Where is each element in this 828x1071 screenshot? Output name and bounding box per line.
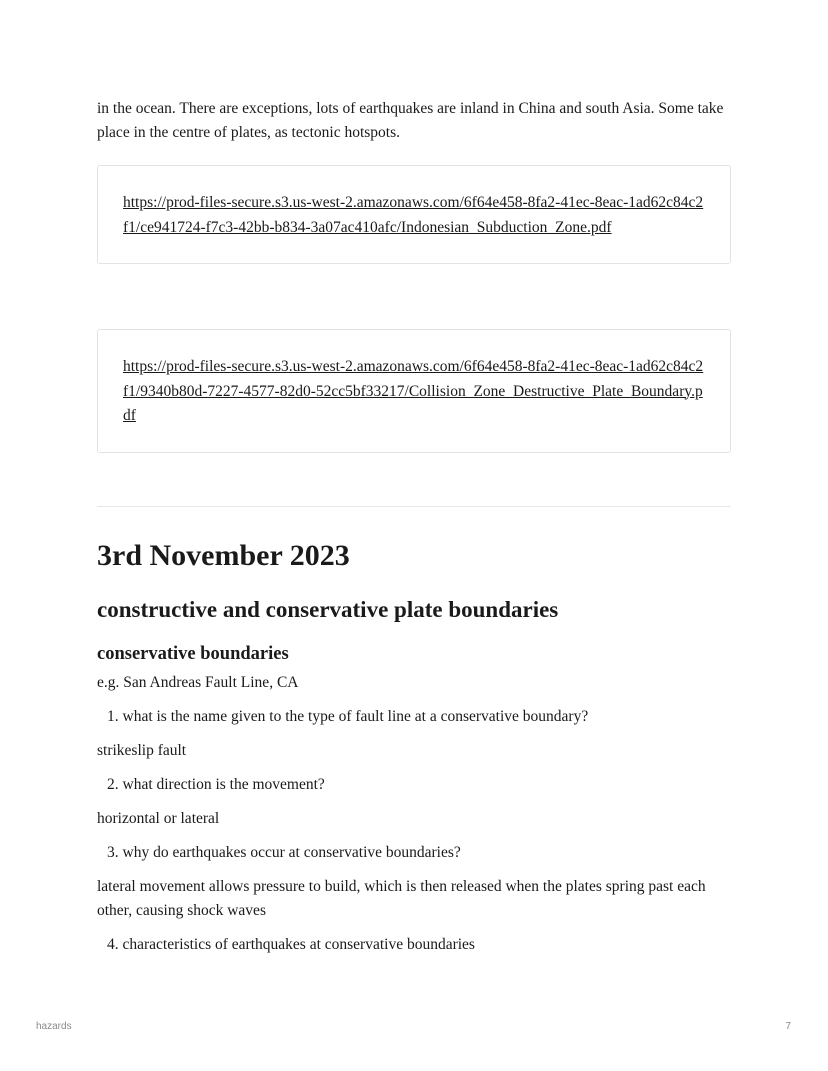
file-embed-indonesian[interactable] xyxy=(97,165,731,264)
file-link[interactable]: https://prod-files-secure.s3.us-west-2.amazonaws.com/6f64e458-8fa2-41ec-8eac-1ad62c84c2f1/9340b80d-7227-4577-82d0-52cc5bf33217/Collision_Zone_Destructive_Plate_Boundary.pdf xyxy=(123,358,704,424)
date-heading: 3rd November 2023 xyxy=(97,539,350,572)
subheading: conservative boundaries xyxy=(97,644,289,664)
file-link[interactable]: https://prod-files-secure.s3.us-west-2.amazonaws.com/6f64e458-8fa2-41ec-8eac-1ad62c84c2f1/ce941724-f7c3-42bb-b834-3a07ac410afc/Indonesian_Subduction_Zone.pdf xyxy=(123,194,704,236)
file-embed-collision[interactable] xyxy=(97,329,731,453)
question-2: 2. what direction is the movement? xyxy=(107,776,325,793)
question-4: 4. characteristics of earthquakes at conservative boundaries xyxy=(107,936,475,953)
answer-1: strikeslip fault xyxy=(97,742,187,759)
answer-2: horizontal or lateral xyxy=(97,810,220,827)
divider xyxy=(97,506,731,507)
page-content xyxy=(97,97,731,957)
page-number: 7 xyxy=(785,1021,791,1032)
example-text: e.g. San Andreas Fault Line, CA xyxy=(97,674,299,691)
answer-3: lateral movement allows pressure to build, which is then released when the plates spring past each other, causing shock waves xyxy=(97,878,706,919)
footer-title: hazards xyxy=(36,1021,72,1032)
question-3: 3. why do earthquakes occur at conservative boundaries? xyxy=(107,844,461,861)
intro-paragraph: in the ocean. There are exceptions, lots of earthquakes are inland in China and south Asia. Some take place in the centre of plates, as tectonic hotspots. xyxy=(97,100,724,141)
question-1: 1. what is the name given to the type of fault line at a conservative boundary? xyxy=(107,708,589,725)
section-heading: constructive and conservative plate boundaries xyxy=(97,597,559,622)
